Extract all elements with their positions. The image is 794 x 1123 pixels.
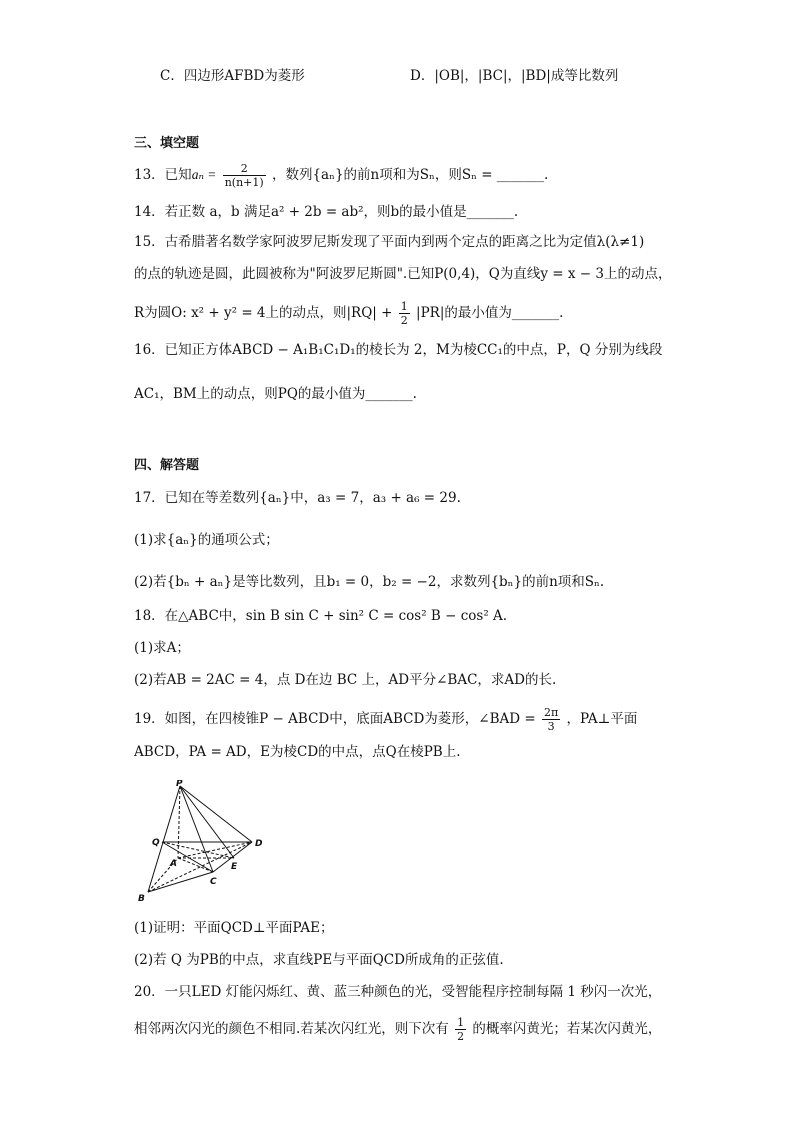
label-d: D (255, 839, 263, 849)
question-18: 18．在△ABC中，sin B sin C + sin² C = cos² B − cos² A. (134, 608, 508, 624)
question-17-part-2: (2)若{bₙ + aₙ}是等比数列，且b₁ = 0，b₂ = −2，求数列{bₙ}的前n项和Sₙ. (134, 574, 605, 590)
question-14: 14．若正数 a，b 满足a² + 2b = ab²，则b的最小值是_______. (134, 204, 519, 220)
option-d: D．|OB|，|BC|，|BD|成等比数列 (410, 68, 619, 84)
fraction: $\frac{2}{n(n+1)}$ (224, 162, 264, 189)
fraction: $\frac{2\pi}{3}$ (544, 706, 559, 733)
question-19-part-1: (1)证明：平面QCD⊥平面PAE； (134, 920, 334, 936)
question-15-line-3: R为圆O: x² + y² = 4上的动点，则|RQ| + $\frac{1}{2}$ |PR|的最小值为_______. (134, 300, 564, 327)
section-heading-solve: 四、解答题 (134, 458, 200, 473)
question-18-part-1: (1)求A； (134, 640, 190, 656)
question-15-line-2: 的点的轨迹是圆，此圆被称为"阿波罗尼斯圆".已知P(0,4)，Q为直线y = x − 3上的动点， (134, 266, 672, 282)
label-c: C (210, 877, 217, 887)
question-16-line-2: AC₁，BM上的动点，则PQ的最小值为_______. (134, 386, 417, 402)
question-17-part-1: (1)求{aₙ}的通项公式； (134, 532, 279, 548)
option-c: C．四边形AFBD为菱形 (160, 68, 305, 84)
question-19-line-2: ABCD，PA = AD，E为棱CD的中点，点Q在棱PB上. (134, 744, 461, 760)
fraction: $\frac{1}{2}$ (400, 300, 408, 327)
question-20-line-1: 20．一只LED 灯能闪烁红、黄、蓝三种颜色的光，受智能程序控制每隔 1 秒闪一次光， (134, 984, 662, 1000)
question-18-part-2: (2)若AB = 2AC = 4，点 D在边 BC 上，AD平分∠BAC，求AD的长. (134, 672, 557, 688)
question-16-line-1: 16．已知正方体ABCD − A₁B₁C₁D₁的棱长为 2，M为棱CC₁的中点，P，Q 分别为线段 (134, 342, 663, 358)
question-19-part-2: (2)若 Q 为PB的中点，求直线PE与平面QCD所成角的正弦值. (134, 952, 504, 968)
question-20-line-2: 相邻两次闪光的颜色不相同.若某次闪红光，则下次有 $\frac{1}{2}$ 的概率闪黄光；若某次闪黄光， (134, 1016, 662, 1043)
pyramid-figure (128, 780, 268, 902)
label-a: A (170, 859, 177, 869)
label-p: P (176, 780, 183, 789)
question-15-line-1: 15．古希腊著名数学家阿波罗尼斯发现了平面内到两个定点的距离之比为定值λ(λ≠1) (134, 234, 645, 250)
question-19-line-1: 19．如图，在四棱锥P − ABCD中，底面ABCD为菱形，∠BAD = $\frac{2\pi}{3}$ ，PA⊥平面 (134, 706, 638, 733)
question-13: 13．已知aₙ = $\frac{2}{n(n+1)}$ ，数列{aₙ}的前n项和为Sₙ，则Sₙ = _______. (134, 162, 549, 189)
label-q: Q (152, 838, 160, 848)
fraction: $\frac{1}{2}$ (457, 1016, 465, 1043)
label-b: B (138, 894, 145, 902)
question-17: 17．已知在等差数列{aₙ}中，a₃ = 7，a₃ + a₆ = 29. (134, 490, 461, 506)
label-e: E (231, 862, 238, 872)
section-heading-fill-blank: 三、填空题 (134, 136, 200, 151)
